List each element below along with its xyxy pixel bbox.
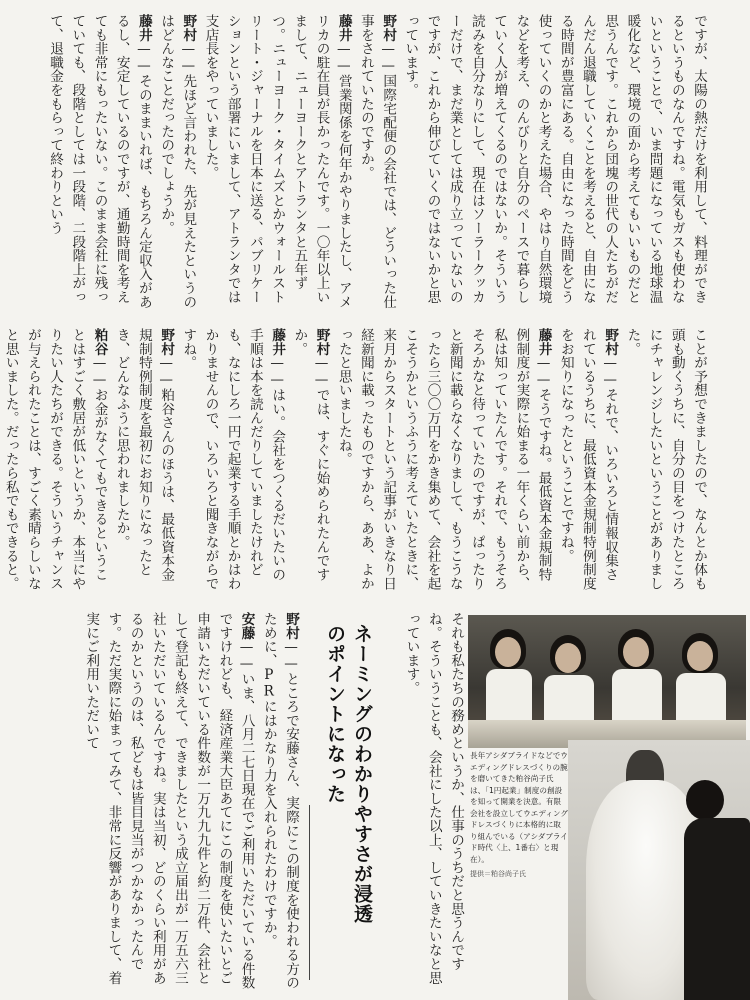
paragraph (199, 14, 354, 314)
paragraph-text: ——いま、八月二七日現在でご利用いただいている件数ですけれども、経済産業大臣あてにこの制度を使いたいとご申請いただいている件数が一万九九九件と約二万件、会社として登記も終えて、できましたという成立届出が一万五六三社いただいているんですね。実は当初、どのくらい利用があるのかというのは、私どもは皆目見当がつかなかったんです。ただ実際に始まってみて、非常に反響がありまして、着実にご利用いただいて (83, 612, 255, 990)
speaker-name: 野村 (313, 328, 330, 356)
paragraph-text: ——営業関係を何年かやりましたし、アメリカの駐在員が長かったんです。一〇年以上いまして、ニューヨークとアトランタと五年ずつ。ニューヨーク・タイムズとかウォールストリート・ジャーナルを日本に送る、パブリケーションという部署にいまして、アトランタでは支店長をやっていました。 (202, 14, 352, 309)
paragraph-text: ——ところで安藤さん、実際にこの制度を使われる方のために、PRにはかなり力を入れられたわけですか。 (260, 612, 299, 990)
paragraph (80, 612, 258, 990)
caption-text: 長年アシダブライドなどでウエディングドレスづくりの腕を磨いてきた粕谷尚子氏は、「1円起業」制度の創設を知って開業を決意。有限会社を設立してウエディングドレスづくりに本格的に取り組んでいる（アシダブライド時代〈上、1番右〉と現在）。 (470, 751, 568, 864)
text-block-bottom-left (14, 612, 302, 990)
text-block-middle (2, 328, 710, 593)
paragraph (333, 328, 555, 593)
paragraph (355, 14, 399, 314)
paragraph-text: ——先ほど言われた、先が見えたというのはどんなことだったのでしょうか。 (158, 14, 197, 309)
speaker-name: 藤井 (135, 14, 152, 42)
dressmaker-figure (684, 818, 750, 1000)
speaker-name: 藤井 (269, 328, 286, 356)
paragraph-text: ——では、すぐに始められたんですか。 (291, 328, 330, 582)
paragraph-text: ——そのままいれば、もちろん定収入があるし、安定しているのですが、通勤時間を考えても非常にもったいない。このまま会社に残っていても、段階としては一段階、二段階上がって、退職金をもらって終わりという (47, 14, 152, 309)
paragraph (111, 328, 178, 593)
paragraph (400, 612, 467, 990)
speaker-name: 野村 (283, 612, 299, 640)
paragraph (288, 328, 332, 593)
paragraph-text: ことが予想できましたので、なんとか体も頭も動くうちに、自分の目をつけたところにチャレンジしたいということがありました。 (624, 328, 707, 591)
dressmaker-hair (686, 780, 724, 820)
paragraph-text: それも私たちの務めというか、仕事のうちだと思うんですね。そういうことも、会社にした以上、していきたいなと思っています。 (403, 612, 464, 985)
photo-staff-group (468, 615, 746, 748)
paragraph (399, 14, 710, 314)
paragraph-text: ——そうですね。最低資本金規制特例制度が実際に始まる一年くらい前から、私は知っていたんです。それで、もうそろそろかなと待っていたのですが、ぱったりと新聞に載らなくなりまして、もうこうなったら三〇〇万円をかき集めて、会社を起こそうかというふうに考えていたときに、来月からスタートという記事がいきなり日経新聞に載ったものですから、ああ、よかったと思いましたね。 (335, 328, 552, 591)
paragraph-text: ——お金がなくてもできるということはすごく敷居が低いというか、本当にやりたい人たちができる。そういうチャンスが与えられたことは、すごく素晴らしいなと思いました。だったら私でもできると。 (2, 328, 108, 591)
photo-wedding-dress (568, 740, 750, 1000)
paragraph (155, 14, 199, 314)
section-heading: ネーミングのわかりやすさが浸透のポイントになった (324, 624, 373, 924)
heading-divider (309, 805, 310, 980)
speaker-name: 野村 (180, 14, 197, 42)
speaker-name: 野村 (158, 328, 175, 356)
paragraph-text: ——はい。会社をつくるだいたいの手順は本を読んだりしていましたけれども、なにしろ一円で起業する手順とかはわかりませんので、いろいろと聞きながらですね。 (180, 328, 286, 591)
speaker-name: 安藤 (238, 612, 255, 640)
speaker-name: 野村 (602, 328, 619, 356)
paragraph-text: ですが、太陽の熱だけを利用して、料理ができるというものなんですね。電気もガスも使わないということで、いま問題になっている地球温暖化など、環境の面から考えてもいいものだと思うんです。これから団塊の世代の人たちがだんだん退職していくことを考えると、自由になる時間が豊富にある。自由になった時間をどう使っていくのかと考えた場合、やはり自然環境などを考え、のんびりと自分のペースで暮らしていく人が増えてくるのではないか。そういう読みを自分なりにして、現在はソーラークッカーだけで、まだ業としては成り立っていないのですが、これから伸びていくのではないかと思っています。 (402, 14, 707, 304)
paragraph-text: ——国際宅配便の会社では、どういった仕事をされていたのですか。 (357, 14, 397, 309)
paragraph-text: ——粕谷さんのほうは、最低資本金規制特例制度を最初にお知りになったとき、どんなふうに思われましたか。 (113, 328, 175, 582)
photo-caption (470, 750, 568, 995)
paragraph-text: ——それで、いろいろと情報収集されているうちに、最低資本金規制特例制度をお知りになったということですね。 (557, 328, 619, 591)
paragraph (44, 14, 155, 314)
paragraph (177, 328, 288, 593)
speaker-name: 野村 (380, 14, 397, 42)
text-block-top (14, 14, 710, 314)
speaker-name: 藤井 (535, 328, 552, 356)
photo-credit: 提供＝粕谷尚子氏 (470, 870, 526, 878)
text-block-bottom-right (375, 612, 467, 990)
speaker-name: 粕谷 (91, 328, 108, 356)
paragraph (258, 612, 302, 990)
paragraph (621, 328, 710, 593)
paragraph (0, 328, 111, 593)
speaker-name: 藤井 (335, 14, 352, 42)
paragraph (555, 328, 622, 593)
